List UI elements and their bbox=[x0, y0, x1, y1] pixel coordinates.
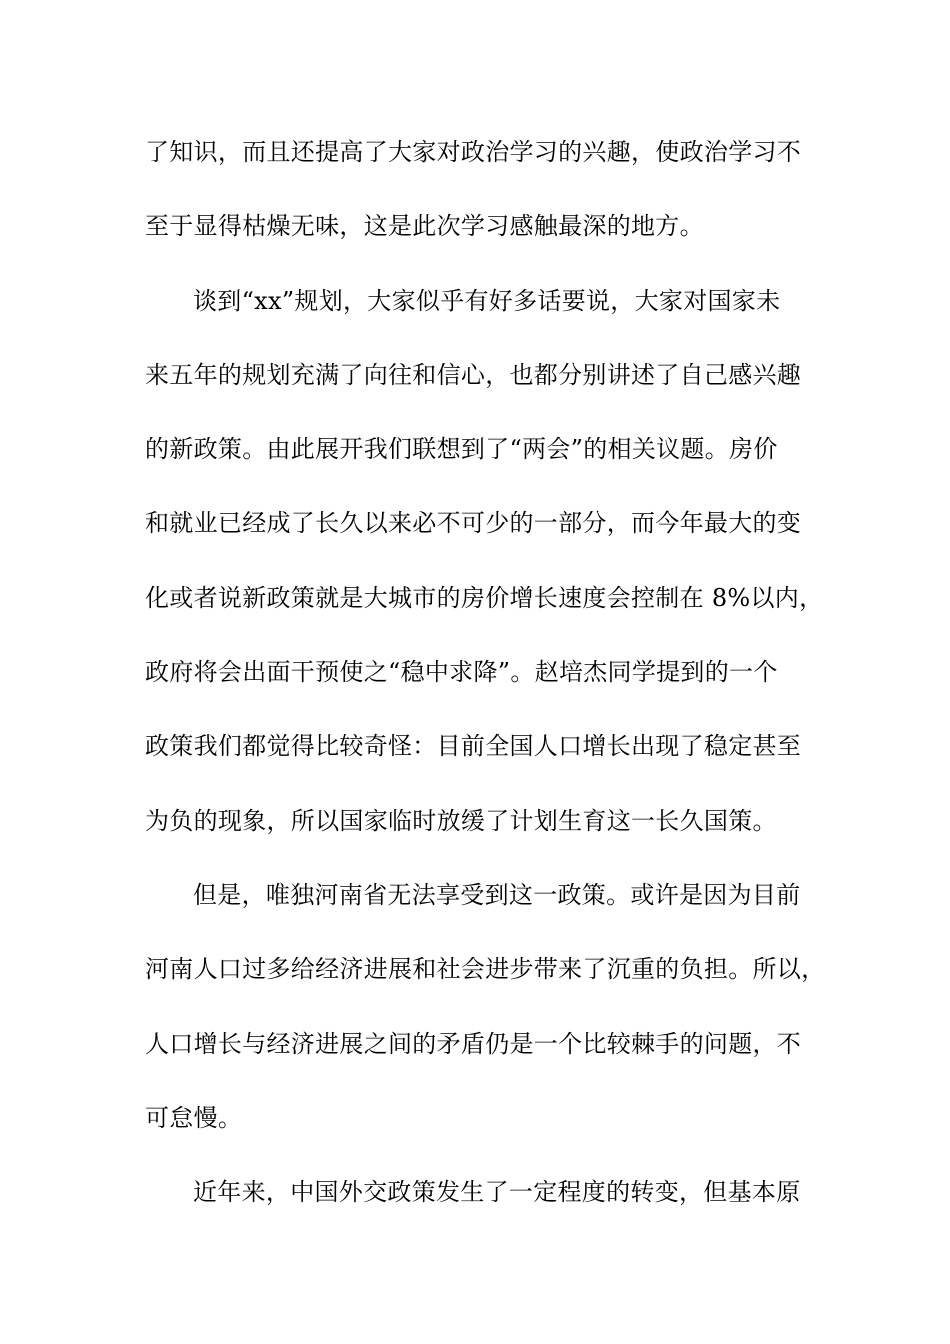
text-line: 化或者说新政策就是大城市的房价增长速度会控制在 8%以内， bbox=[145, 583, 824, 612]
text-line: 至于显得枯燥无味，这是此次学习感触最深的地方。 bbox=[145, 212, 704, 241]
paragraph-start-line: 谈到“xx”规划，大家似乎有好多话要说，大家对国家未 bbox=[193, 286, 781, 315]
paragraph-start-line: 近年来，中国外交政策发生了一定程度的转变，但基本原 bbox=[193, 1178, 801, 1207]
paragraph-start-line: 但是，唯独河南省无法享受到这一政策。或许是因为目前 bbox=[193, 880, 801, 909]
text-line: 和就业已经成了长久以来必不可少的一部分，而今年最大的变 bbox=[145, 509, 802, 538]
text-line: 政策我们都觉得比较奇怪：目前全国人口增长出现了稳定甚至 bbox=[145, 732, 802, 761]
text-line: 了知识，而且还提高了大家对政治学习的兴趣，使政治学习不 bbox=[145, 138, 802, 166]
text-line: 的新政策。由此展开我们联想到了“两会”的相关议题。房价 bbox=[145, 435, 778, 464]
text-line: 人口增长与经济进展之间的矛盾仍是一个比较棘手的问题，不 bbox=[145, 1029, 802, 1058]
text-line: 为负的现象，所以国家临时放缓了计划生育这一长久国策。 bbox=[145, 806, 777, 835]
text-line: 可怠慢。 bbox=[145, 1103, 243, 1132]
text-line: 河南人口过多给经济进展和社会进步带来了沉重的负担。所以， bbox=[145, 955, 826, 984]
text-line: 来五年的规划充满了向往和信心，也都分别讲述了自己感兴趣 bbox=[145, 360, 802, 389]
document-body bbox=[145, 130, 835, 1244]
text-line: 政府将会出面干预使之“稳中求降”。赵培杰同学提到的一个 bbox=[145, 658, 778, 687]
